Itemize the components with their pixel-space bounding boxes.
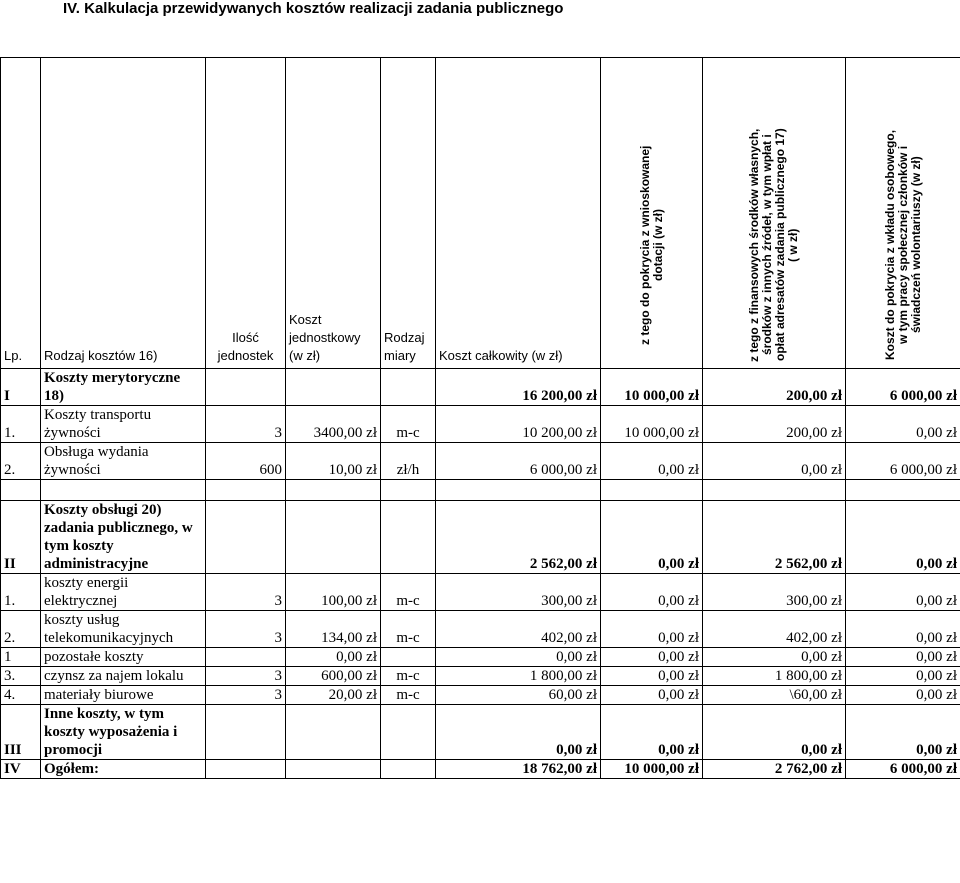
row-cost-name: pozostałe koszty <box>41 648 206 667</box>
header-volunteer-label: Koszt do pokrycia z wkładu osobowego, w tym pracy społecznej członków i świadczeń wolontariuszy (w zł) <box>882 129 923 361</box>
row-quantity <box>206 480 286 501</box>
row-own-funds: 200,00 zł <box>703 406 846 443</box>
row-own-funds: 0,00 zł <box>703 705 846 760</box>
row-grant: 0,00 zł <box>601 648 703 667</box>
row-cost-name <box>41 480 206 501</box>
row-grant: 0,00 zł <box>601 443 703 480</box>
row-measure <box>381 648 436 667</box>
row-measure: zł/h <box>381 443 436 480</box>
row-volunteer: 6 000,00 zł <box>846 443 960 480</box>
row-measure: m-c <box>381 611 436 648</box>
row-cost-name: materiały biurowe <box>41 686 206 705</box>
row-total: 60,00 zł <box>436 686 601 705</box>
row-unit-cost: 3400,00 zł <box>286 406 381 443</box>
row-total: 18 762,00 zł <box>436 760 601 779</box>
row-lp: III <box>1 705 41 760</box>
header-grant-label: z tego do pokrycia z wnioskowanej dotacji (w zł) <box>637 145 665 345</box>
row-volunteer: 0,00 zł <box>846 705 960 760</box>
row-total: 10 200,00 zł <box>436 406 601 443</box>
row-total: 300,00 zł <box>436 574 601 611</box>
row-measure: m-c <box>381 686 436 705</box>
header-quantity: Ilość jednostek <box>206 58 286 369</box>
row-own-funds: 200,00 zł <box>703 369 846 406</box>
row-grant: 10 000,00 zł <box>601 406 703 443</box>
row-lp: 4. <box>1 686 41 705</box>
row-measure <box>381 705 436 760</box>
row-measure <box>381 480 436 501</box>
row-grant: 0,00 zł <box>601 686 703 705</box>
row-unit-cost: 100,00 zł <box>286 574 381 611</box>
row-volunteer: 0,00 zł <box>846 667 960 686</box>
row-own-funds: 402,00 zł <box>703 611 846 648</box>
row-quantity: 3 <box>206 611 286 648</box>
row-cost-name: Obsługa wydania żywności <box>41 443 206 480</box>
row-cost-name: Koszty obsługi 20) zadania publicznego, w tym koszty administracyjne <box>41 501 206 574</box>
table-row <box>1 574 960 611</box>
row-cost-name: Koszty transportu żywności <box>41 406 206 443</box>
row-grant: 0,00 zł <box>601 501 703 574</box>
row-own-funds <box>703 480 846 501</box>
row-total: 2 562,00 zł <box>436 501 601 574</box>
row-volunteer: 0,00 zł <box>846 686 960 705</box>
header-cost-type: Rodzaj kosztów 16) <box>41 58 206 369</box>
row-unit-cost <box>286 480 381 501</box>
row-volunteer: 6 000,00 zł <box>846 369 960 406</box>
row-volunteer <box>846 480 960 501</box>
cost-calculation-table <box>0 57 960 779</box>
row-volunteer: 0,00 zł <box>846 406 960 443</box>
row-own-funds: 1 800,00 zł <box>703 667 846 686</box>
row-grant: 0,00 zł <box>601 574 703 611</box>
row-lp <box>1 480 41 501</box>
row-volunteer: 0,00 zł <box>846 574 960 611</box>
row-measure <box>381 501 436 574</box>
header-own-funds <box>703 58 846 369</box>
row-total: 402,00 zł <box>436 611 601 648</box>
page-title: IV. Kalkulacja przewidywanych kosztów realizacji zadania publicznego <box>63 0 564 17</box>
row-measure <box>381 760 436 779</box>
row-grant: 0,00 zł <box>601 667 703 686</box>
row-lp: IV <box>1 760 41 779</box>
row-own-funds: 2 562,00 zł <box>703 501 846 574</box>
row-measure: m-c <box>381 667 436 686</box>
row-unit-cost <box>286 501 381 574</box>
row-cost-name: Ogółem: <box>41 760 206 779</box>
table-row <box>1 480 960 501</box>
row-grant: 10 000,00 zł <box>601 760 703 779</box>
row-quantity <box>206 760 286 779</box>
row-unit-cost: 10,00 zł <box>286 443 381 480</box>
row-grant: 10 000,00 zł <box>601 369 703 406</box>
row-cost-name: koszty energii elektrycznej <box>41 574 206 611</box>
row-total: 1 800,00 zł <box>436 667 601 686</box>
row-own-funds: 2 762,00 zł <box>703 760 846 779</box>
row-total: 6 000,00 zł <box>436 443 601 480</box>
row-total <box>436 480 601 501</box>
table-row <box>1 406 960 443</box>
row-quantity <box>206 501 286 574</box>
row-quantity <box>206 648 286 667</box>
row-total: 0,00 zł <box>436 705 601 760</box>
row-volunteer: 0,00 zł <box>846 611 960 648</box>
row-own-funds: 300,00 zł <box>703 574 846 611</box>
row-quantity: 3 <box>206 574 286 611</box>
row-lp: 1. <box>1 574 41 611</box>
header-measure: Rodzaj miary <box>381 58 436 369</box>
row-own-funds: 0,00 zł <box>703 443 846 480</box>
row-cost-name: Koszty merytoryczne 18) <box>41 369 206 406</box>
row-volunteer: 0,00 zł <box>846 501 960 574</box>
row-lp: I <box>1 369 41 406</box>
row-grant <box>601 480 703 501</box>
row-cost-name: Inne koszty, w tym koszty wyposażenia i promocji <box>41 705 206 760</box>
row-lp: 3. <box>1 667 41 686</box>
header-lp: Lp. <box>1 58 41 369</box>
row-quantity: 3 <box>206 406 286 443</box>
row-quantity: 3 <box>206 686 286 705</box>
row-grant: 0,00 zł <box>601 611 703 648</box>
row-cost-name: czynsz za najem lokalu <box>41 667 206 686</box>
row-volunteer: 6 000,00 zł <box>846 760 960 779</box>
table-row <box>1 611 960 648</box>
row-quantity <box>206 705 286 760</box>
table-row <box>1 369 960 406</box>
row-quantity: 600 <box>206 443 286 480</box>
row-lp: 2. <box>1 611 41 648</box>
row-unit-cost: 134,00 zł <box>286 611 381 648</box>
table-row <box>1 667 960 686</box>
row-unit-cost: 0,00 zł <box>286 648 381 667</box>
table-row <box>1 705 960 760</box>
table-row <box>1 686 960 705</box>
row-own-funds: \60,00 zł <box>703 686 846 705</box>
row-lp: 1. <box>1 406 41 443</box>
header-row <box>1 58 960 369</box>
row-volunteer: 0,00 zł <box>846 648 960 667</box>
row-unit-cost: 20,00 zł <box>286 686 381 705</box>
row-grant: 0,00 zł <box>601 705 703 760</box>
table-row <box>1 760 960 779</box>
header-total-cost: Koszt całkowity (w zł) <box>436 58 601 369</box>
row-measure: m-c <box>381 574 436 611</box>
header-unit-cost: Koszt jednostkowy (w zł) <box>286 58 381 369</box>
row-unit-cost: 600,00 zł <box>286 667 381 686</box>
header-volunteer <box>846 58 960 369</box>
table-row <box>1 443 960 480</box>
row-total: 16 200,00 zł <box>436 369 601 406</box>
row-lp: 2. <box>1 443 41 480</box>
row-cost-name: koszty usług telekomunikacyjnych <box>41 611 206 648</box>
row-quantity: 3 <box>206 667 286 686</box>
header-grant <box>601 58 703 369</box>
row-lp: 1 <box>1 648 41 667</box>
row-own-funds: 0,00 zł <box>703 648 846 667</box>
table-row <box>1 501 960 574</box>
table-row <box>1 648 960 667</box>
row-unit-cost <box>286 705 381 760</box>
row-measure: m-c <box>381 406 436 443</box>
row-measure <box>381 369 436 406</box>
row-lp: II <box>1 501 41 574</box>
row-unit-cost <box>286 369 381 406</box>
row-unit-cost <box>286 760 381 779</box>
header-own-funds-label: z tego z finansowych środków własnych, środków z innych źródeł, w tym wpłat i opłat adresatów zadania publicznego 17) ( w zł) <box>747 128 800 362</box>
row-total: 0,00 zł <box>436 648 601 667</box>
row-quantity <box>206 369 286 406</box>
